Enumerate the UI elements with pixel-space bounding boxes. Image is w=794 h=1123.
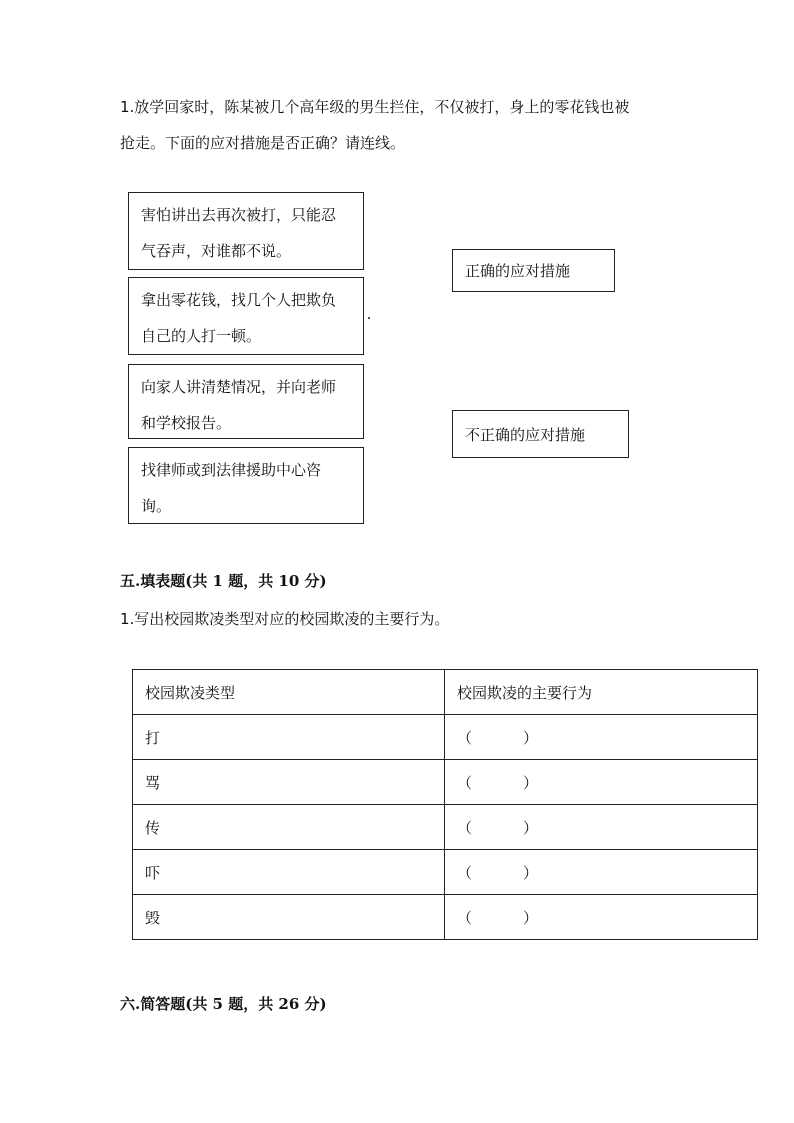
option-text: 询。: [141, 497, 172, 515]
option-box-4[interactable]: [128, 447, 364, 524]
option-text: 找律师或到法律援助中心咨: [141, 461, 322, 479]
close-paren: ）: [523, 773, 539, 792]
answer-cell[interactable]: [445, 895, 758, 940]
q1-text-line2: 抢走。下面的应对措施是否正确？请连线。: [120, 134, 406, 152]
option-text: 害怕讲出去再次被打，只能忍: [141, 206, 337, 224]
connector-dot: [368, 317, 370, 319]
answer-cell[interactable]: [445, 715, 758, 760]
option-text: 气吞声，对谁都不说。: [141, 242, 292, 260]
answer-blank[interactable]: [457, 772, 537, 793]
close-paren: ）: [523, 908, 539, 927]
answer-blank[interactable]: [457, 727, 537, 748]
open-paren: （: [457, 728, 473, 747]
answer-blank[interactable]: [457, 817, 537, 838]
section6-title: 六.简答题(共 5 题，共 26 分): [120, 995, 327, 1013]
open-paren: （: [457, 818, 473, 837]
open-paren: （: [457, 908, 473, 927]
answer-cell[interactable]: [445, 805, 758, 850]
answer-cell[interactable]: [445, 850, 758, 895]
open-paren: （: [457, 863, 473, 882]
target-incorrect[interactable]: 不正确的应对措施: [452, 410, 629, 458]
table-row: [133, 895, 758, 940]
bully-type-cell: 传: [133, 805, 445, 850]
option-box-3[interactable]: [128, 364, 364, 439]
section5-question: 1.写出校园欺凌类型对应的校园欺凌的主要行为。: [120, 610, 450, 628]
option-text: 拿出零花钱，找几个人把欺负: [141, 291, 337, 309]
table-row: [133, 805, 758, 850]
option-text: 自己的人打一顿。: [141, 327, 262, 345]
target-correct[interactable]: 正确的应对措施: [452, 249, 615, 292]
option-text: 和学校报告。: [141, 414, 232, 432]
table-header-cell: 校园欺凌类型: [133, 670, 445, 715]
answer-cell[interactable]: [445, 760, 758, 805]
answer-blank[interactable]: [457, 907, 537, 928]
bully-type-cell: 骂: [133, 760, 445, 805]
fill-table: [132, 669, 758, 940]
open-paren: （: [457, 773, 473, 792]
section5-title: 五.填表题(共 1 题，共 10 分): [120, 572, 327, 590]
close-paren: ）: [523, 728, 539, 747]
option-text: 向家人讲清楚情况，并向老师: [141, 378, 337, 396]
answer-blank[interactable]: [457, 862, 537, 883]
option-box-2[interactable]: [128, 277, 364, 355]
close-paren: ）: [523, 818, 539, 837]
q1-text-line1: 1.放学回家时，陈某被几个高年级的男生拦住，不仅被打，身上的零花钱也被: [120, 98, 630, 116]
table-row: [133, 715, 758, 760]
table-row: [133, 850, 758, 895]
bully-type-cell: 毁: [133, 895, 445, 940]
bully-type-cell: 打: [133, 715, 445, 760]
table-header-row: [133, 670, 758, 715]
table-header-cell: 校园欺凌的主要行为: [445, 670, 758, 715]
table-row: [133, 760, 758, 805]
option-box-1[interactable]: [128, 192, 364, 270]
bully-type-cell: 吓: [133, 850, 445, 895]
close-paren: ）: [523, 863, 539, 882]
